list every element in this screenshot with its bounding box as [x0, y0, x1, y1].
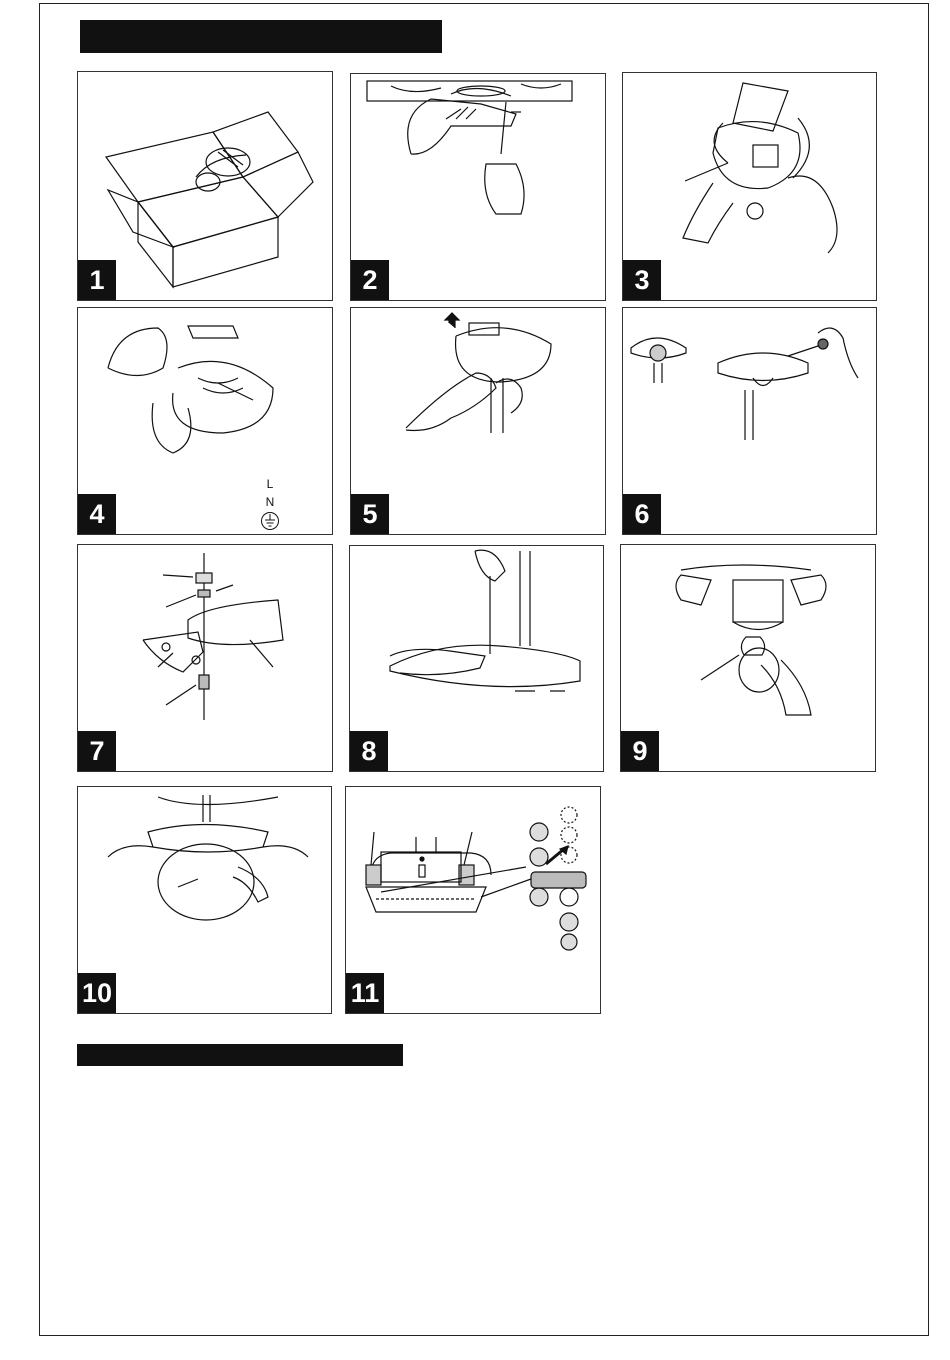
step-number-badge: 11	[346, 973, 384, 1013]
step-11-panel	[345, 786, 601, 1014]
step-number-badge: 4	[78, 494, 116, 534]
legend-neutral-label: N	[265, 495, 275, 509]
step-number-badge: 7	[78, 731, 116, 771]
step-8-panel	[349, 545, 604, 772]
step-3-panel	[622, 72, 877, 301]
glass-shade-illustration	[78, 787, 333, 1015]
legend-line-label: L	[266, 477, 274, 491]
ceiling-bracket-illustration	[351, 74, 607, 302]
section-heading-bar	[77, 1044, 403, 1066]
step-7-panel	[77, 544, 333, 772]
step-number-badge: 5	[351, 494, 389, 534]
canopy-wiring-illustration	[623, 73, 878, 302]
step-5-panel	[350, 307, 606, 535]
pull-chain-illustration	[346, 787, 602, 1015]
step-number-badge: 3	[623, 260, 661, 300]
wire-connection-illustration	[78, 308, 334, 536]
step-number-badge: 6	[623, 494, 661, 534]
canopy-lift-illustration	[351, 308, 607, 536]
earth-ground-icon	[260, 511, 280, 531]
step-number-badge: 8	[350, 731, 388, 771]
step-10-panel	[77, 786, 332, 1014]
step-number-badge: 1	[78, 260, 116, 300]
step-number-badge: 10	[78, 973, 116, 1013]
step-1-panel	[77, 71, 333, 301]
step-4-panel	[77, 307, 333, 535]
installation-heading-bar	[80, 20, 442, 53]
canopy-screw-illustration	[623, 308, 878, 536]
step-6-panel	[622, 307, 877, 535]
step-number-badge: 9	[621, 731, 659, 771]
step-9-panel	[620, 544, 876, 772]
blade-bracket-illustration	[78, 545, 334, 773]
blade-screw-illustration	[350, 546, 605, 773]
bulb-install-illustration	[621, 545, 877, 773]
step-2-panel	[350, 73, 606, 301]
open-box-illustration	[78, 72, 334, 302]
step-number-badge: 2	[351, 260, 389, 300]
